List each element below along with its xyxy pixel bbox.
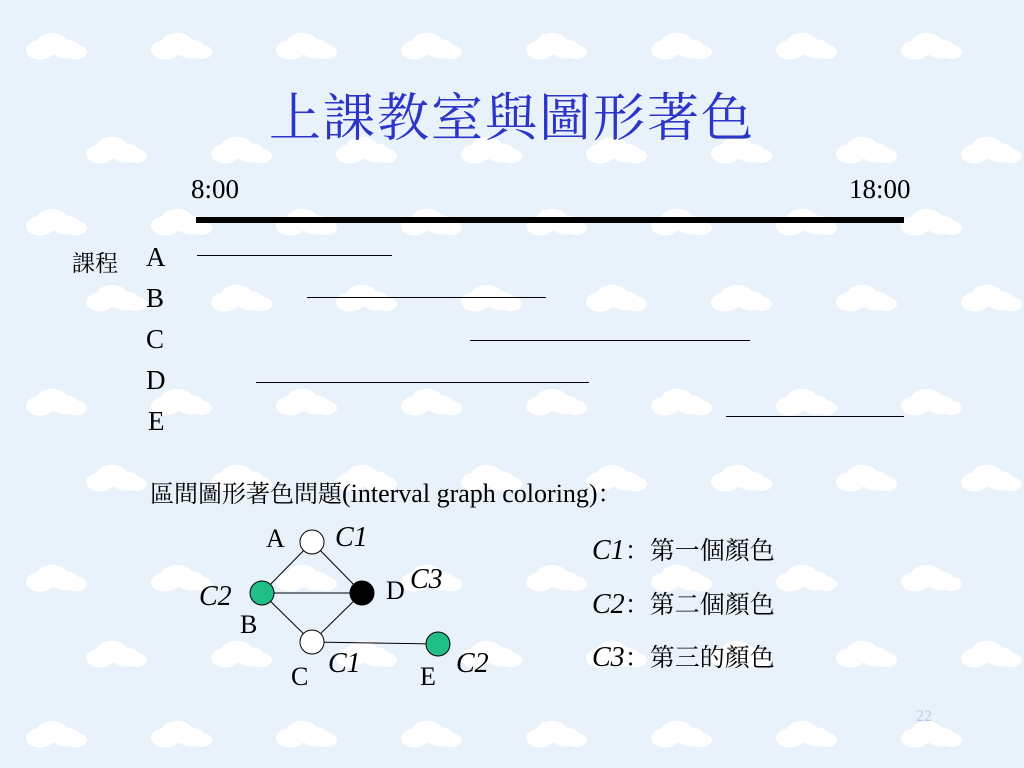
timeline-end-label: 18:00 (849, 174, 911, 204)
graph-edge-c-e (312, 642, 438, 644)
node-label-c: C (291, 662, 309, 691)
legend-text-c1: ：第一個顏色 (624, 536, 775, 565)
node-color-label-e: C2 (456, 648, 489, 679)
caption-colon: ： (597, 480, 622, 508)
node-color-label-d: C3 (410, 564, 443, 595)
caption-english: (interval graph coloring) (342, 479, 598, 508)
page-number: 22 (916, 708, 932, 725)
course-label-a: A (146, 242, 166, 272)
timeline-start-label: 8:00 (191, 174, 240, 204)
node-label-b: B (240, 610, 258, 639)
course-label-d: D (146, 365, 166, 395)
graph-node-a (300, 530, 324, 554)
node-label-d: D (386, 576, 405, 605)
course-heading: 課程 (72, 251, 118, 277)
course-label-e: E (148, 406, 165, 436)
caption-chinese: 區間圖形著色問題 (150, 480, 342, 508)
legend-row-c1 (592, 531, 775, 567)
node-color-label-a: C1 (335, 522, 368, 553)
legend-row-c2 (592, 585, 775, 621)
legend-key-c2: C2 (592, 589, 625, 620)
node-color-label-c: C1 (328, 648, 361, 679)
legend-text-c2: ：第二個顏色 (624, 590, 775, 619)
node-label-e: E (420, 662, 436, 691)
course-label-b: B (146, 283, 165, 313)
node-color-label-b: C2 (199, 581, 232, 612)
legend-key-c1: C1 (592, 535, 625, 566)
graph-node-e (426, 632, 450, 656)
legend-key-c3: C3 (592, 642, 625, 673)
legend-text-c3: ：第三的顏色 (624, 643, 775, 672)
graph-node-c (300, 630, 324, 654)
node-label-a: A (266, 524, 285, 553)
course-label-c: C (146, 324, 165, 354)
graph-node-b (250, 581, 274, 605)
slide-title: 上課教室與圖形著色 (268, 89, 755, 149)
legend-row-c3 (592, 638, 775, 674)
graph-node-d (350, 581, 374, 605)
